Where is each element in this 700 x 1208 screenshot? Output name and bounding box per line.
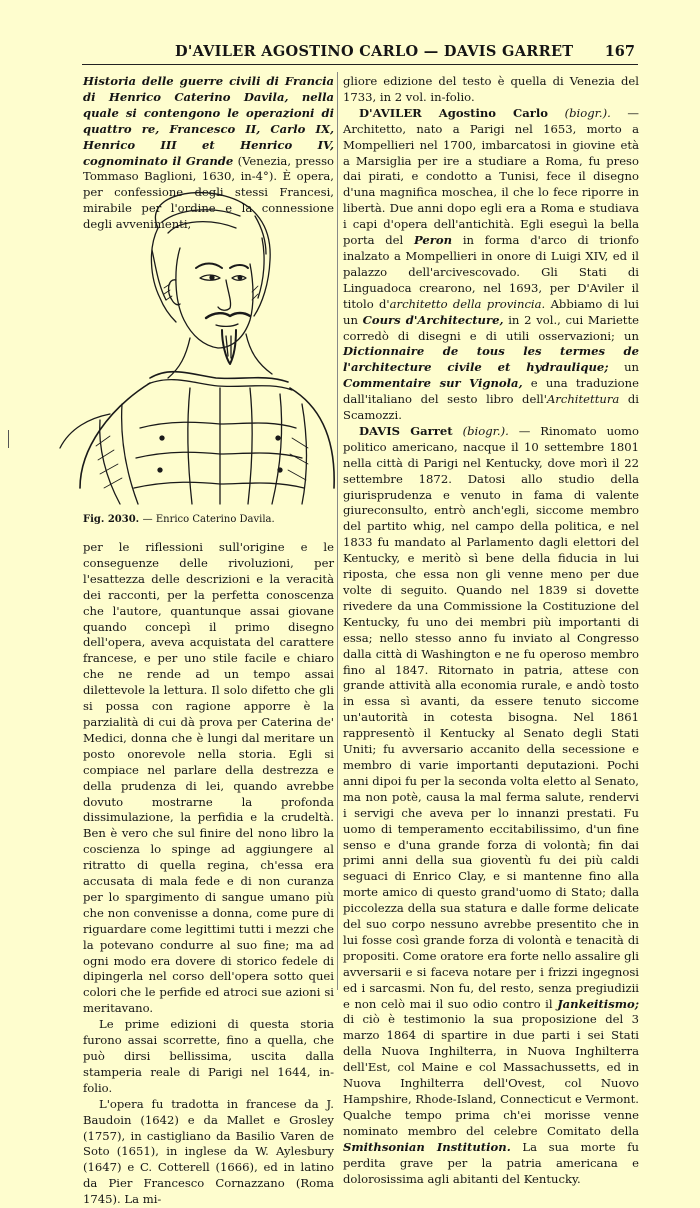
portrait-figure	[40, 188, 336, 508]
entry-aviler-text-5: un	[624, 360, 640, 375]
page-number: 167	[604, 43, 635, 60]
entry-aviler-dictionnaire: Dictionnaire de tous les termes de l'architecture civile et hydraulique;	[343, 344, 639, 375]
left-paragraph-2: Le prime edizioni di questa storia furono assai scorrette, fino a quella, che può dirsi bellissima, uscita dalla stamperia reale di Parigi nel 1644, in-folio.	[83, 1017, 334, 1095]
entry-aviler-text-1: — Architetto, nato a Parigi nel 1653, morto a Mompellieri nel 1700, imbarcatosi in giovine età a Marsiglia per ire a studiare a Roma, fu preso dai pirati, e condotto a Tunisi, fece il disegno d'una magnifica moschea, il che lo fece riporre in libertà. Due anni dopo egli era a Roma e studiava i capi d'opera dell'antichità. Egli eseguì la bella porta del	[343, 105, 640, 248]
entry-aviler-name: D'AVILER Agostino Carlo	[359, 105, 548, 120]
entry-davis-text-1: — Rinomato uomo politico americano, nacque il 10 settembre 1801 nella città di Parigi nel Kentucky, dove morì il 22 settembre 1872. Datosi allo studio della giurisprudenza e venuto in fama di valente giureconsulto, entrò anch'egli, siccome membro del partito whig, nel campo della politica, e nel 1833 fu mandato al Parlamento dagli elettori del Kentucky, e meritò sì bene della fiducia in lui riposta, che essa non gli venne meno per due volte di seguito. Quando nel 1839 si dovette rivedere da una Commissione la Costituzione del Kentucky, fu uno dei membri più importanti di essa; nello stesso anno fu inviato al Congresso dalla città di Washington e ne fu operoso membro fino al 1847. Ritornato in patria, attese con grande attività alla economia rurale, e andò tosto in essa sì avanti, da essere tenuto siccome un'autorità in cotesta bisogna. Nel 1861 rappresentò il Kentucky al Senato degli Stati Uniti; fu avversario accanito della secessione e membro di varie importanti deputazioni. Pochi anni dipoi fu per la seconda volta eletto al Senato, ma non potè, causa la mal ferma salute, rendervi i servigi che aveva per lo innanzi prestati. Fu uomo di temperamento eccitabilissimo, d'un fine senso e d'una grande forza di volontà; fin dai primi anni della sua gioventù fu dei più caldi seguaci di Enrico Clay, e si mantenne fino alla morte amico di questo grand'uomo di Stato; dalla piccolezza della sua statura e dalle forme delicate del suo corpo nessuno avrebbe presentito che in lui fosse così grande forza di volontà e tenacità di propositi. Come oratore era forte nello assalire gli avversarii e si faceva notare per i frizzi ingegnosi ed i sarcasmi. Non fu, del resto, senza pregiudizii e non celò mai il suo odio contro il	[343, 423, 639, 1011]
header-title: D'AVILER AGOSTINO CARLO — DAVIS GARRET	[175, 43, 574, 60]
entry-davis-smithsonian: Smithsonian Institution.	[343, 1139, 511, 1154]
left-paragraph-3: L'opera fu tradotta in francese da J. Baudoin (1642) e da Mallet e Grosley (1757), in castigliano da Basilio Varen de Soto (1651), in inglese da W. Aylesbury (1647) e C. Cotterell (1666), ed in latino da Pier Francesco Cornazzano (Roma 1745). La mi-	[83, 1096, 334, 1207]
entry-davis-text-3: La sua morte fu perdita grave per la patria americana e dolorosissima agli abitanti del Kentucky.	[343, 1139, 639, 1186]
entry-aviler-title: architetto della provincia.	[389, 296, 546, 311]
right-column	[343, 74, 639, 1187]
entry-davis-text-2: di ciò è testimonio la sua proposizione del 3 marzo 1864 di spartire in due parti i sei Stati della Nuova Inghilterra, in Nuova Inghilterra dell'Est, col Maine e col Massachussetts, ed in Nuova Inghilterra dell'Ovest, col Nuovo Hampshire, Rhode-Island, Connecticut e Vermont. Qualche tempo prima ch'ei morisse venne nominato membro del celebre Comitato della	[343, 1012, 639, 1138]
figure-caption	[83, 514, 275, 525]
entry-aviler-text-4: in 2 vol., cui Mariette corredò di disegni e di utili osservazioni; un	[343, 312, 639, 343]
figure-caption-text: — Enrico Caterino Davila.	[142, 514, 275, 525]
entry-aviler-text-3: Abbiamo di lui un	[343, 296, 639, 327]
left-column-bottom	[83, 540, 334, 1208]
header-rule	[82, 64, 638, 65]
entry-aviler-text-6: e una traduzione dall'italiano del sesto libro dell'	[343, 376, 639, 407]
figure-label: Fig. 2030.	[83, 514, 140, 525]
running-header	[0, 43, 700, 65]
right-paragraph-0: gliore edizione del testo è quella di Venezia del 1733, in 2 vol. in-folio.	[343, 74, 639, 104]
entry-davis-tag: (biogr.).	[462, 423, 509, 438]
entry-davis-jankeitismo: Jankeitismo;	[557, 996, 639, 1011]
entry-aviler-text-7: di Scamozzi.	[343, 392, 639, 423]
entry-aviler-text-2: in forma d'arco di trionfo inalzato a Mompellieri in onore di Luigi XIV, ed il palazzo dell'arcivescovado. Gli Stati di Linguadoca crearono, nel 1693, per D'Aviler il titolo d'	[343, 233, 639, 311]
entry-davis-name: DAVIS Garret	[359, 423, 453, 438]
entry-davis	[343, 424, 639, 1188]
entry-aviler-peron: Peron	[414, 233, 453, 248]
entry-aviler-cours: Cours d'Architecture,	[362, 312, 504, 327]
entry-aviler	[343, 106, 639, 424]
work-title: Historia delle guerre civili di Francia di Henrico Caterino Davila, nella quale si contengono le operazioni di quattro re, Francesco II, Carlo IX, Henrico III et Henrico IV, cognominato il Grande	[83, 74, 334, 168]
portrait-engraving-icon	[40, 188, 336, 508]
left-paragraph-1: per le riflessioni sull'origine e le conseguenze delle rivoluzioni, per l'esattezza delle descrizioni e la veracità dei racconti, per la perfetta conoscenza che l'autore, quantunque assai giovane quando concepì il primo disegno dell'opera, aveva acquistata del carattere francese, e per uno stile facile e chiaro che ne rende ad un tempo assai dilettevole la lettura. Il solo difetto che gli si possa con ragione apporre è la parzialità di cui dà prova per Caterina de' Medici, donna che è lungi dal meritare un posto onorevole nella storia. Egli si compiace nel parlare della destrezza e della prudenza di lei, quando avrebbe dovuto mostrarne la profonda dissimulazione, la perfidia e la crudeltà. Ben è vero che sul finire del nono libro la coscienza lo spinge ad aggiungere al ritratto di quella regina, ch'essa era accusata di mala fede e di non curanza per lo spargimento di sangue umano più che non convenisse a donna, come pure di riguardare come legittimi tutti i mezzi che la potevano condurre al suo fine; ma ad ogni modo era dovere di storico fedele di dipingerla nel corso dell'opera sotto quei colori che le perfide ed atroci sue azioni si meritavano.	[83, 540, 334, 1016]
entry-aviler-commentaire: Commentaire sur Vignola,	[343, 376, 523, 391]
margin-mark	[8, 430, 9, 448]
entry-aviler-tag: (biogr.).	[564, 105, 611, 120]
column-divider	[337, 72, 338, 990]
work-details: (Venezia, presso Tommaso Baglioni, 1630, in-4°). È opera, per confessione degli stessi Francesi, mirabile per l'ordine e la connessione degli avvenimenti,	[83, 153, 335, 232]
entry-aviler-architettura: Architettura	[546, 392, 620, 407]
